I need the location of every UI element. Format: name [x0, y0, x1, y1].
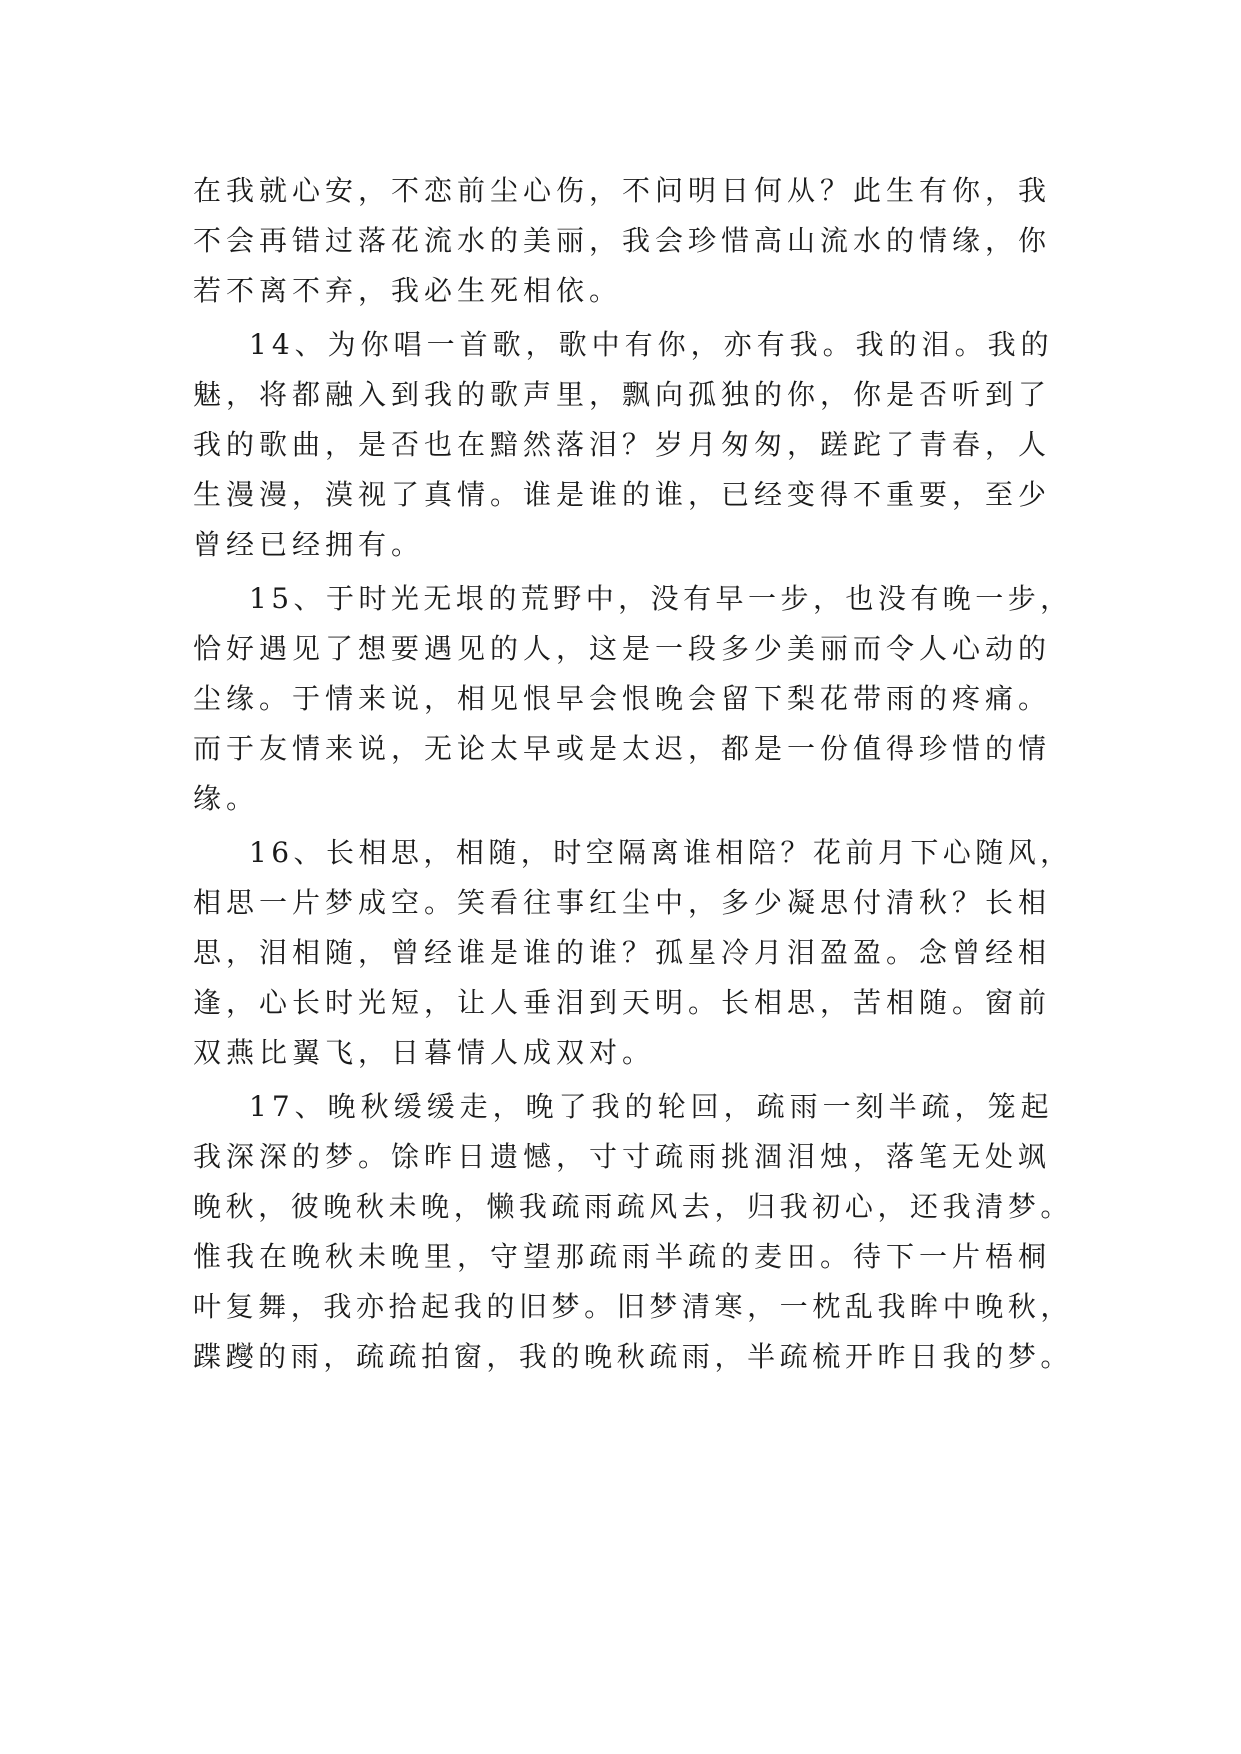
text-line: 在我就心安，不恋前尘心伤，不问明日何从？此生有你，我 — [193, 174, 1052, 207]
text-line: 思，泪相随，曾经谁是谁的谁？孤星冷月泪盈盈。念曾经相 — [193, 936, 1052, 969]
paragraph-14 — [193, 320, 1073, 570]
text-line: 14、为你唱一首歌，歌中有你，亦有我。我的泪。我的 — [249, 328, 1054, 361]
text-line: 若不离不弃，我必生死相依。 — [193, 274, 623, 307]
text-line: 魅，将都融入到我的歌声里，飘向孤独的你，你是否听到了 — [193, 378, 1052, 411]
text-line: 晚秋，彼晚秋未晚，懒我疏雨疏风去，归我初心，还我清梦。 — [193, 1190, 1074, 1223]
text-line: 蹀躞的雨，疏疏拍窗，我的晚秋疏雨，半疏梳开昨日我的梦。 — [193, 1340, 1074, 1373]
paragraph-continuation — [193, 166, 1073, 316]
text-line: 恰好遇见了想要遇见的人，这是一段多少美丽而令人心动的 — [193, 632, 1052, 665]
text-line: 逢，心长时光短，让人垂泪到天明。长相思，苦相随。窗前 — [193, 986, 1052, 1019]
text-line: 而于友情来说，无论太早或是太迟，都是一份值得珍惜的情 — [193, 732, 1052, 765]
text-line: 叶复舞，我亦拾起我的旧梦。旧梦清寒，一枕乱我眸中晚秋， — [193, 1290, 1074, 1323]
text-line: 15、于时光无垠的荒野中，没有早一步，也没有晚一步， — [249, 582, 1073, 615]
paragraph-15 — [193, 574, 1073, 824]
text-line: 双燕比翼飞，日暮情人成双对。 — [193, 1036, 656, 1069]
paragraph-17 — [193, 1082, 1073, 1382]
paragraph-16 — [193, 828, 1073, 1078]
text-line: 我深深的梦。馀昨日遗憾，寸寸疏雨挑涸泪烛，落笔无处飒 — [193, 1140, 1052, 1173]
text-line: 缘。 — [193, 782, 260, 815]
text-line: 不会再错过落花流水的美丽，我会珍惜高山流水的情缘，你 — [193, 224, 1052, 257]
text-line: 曾经已经拥有。 — [193, 528, 425, 561]
document-body — [193, 166, 1073, 1386]
text-line: 16、长相思，相随，时空隔离谁相陪？花前月下心随风， — [249, 836, 1073, 869]
text-line: 生漫漫，漠视了真情。谁是谁的谁，已经变得不重要，至少 — [193, 478, 1052, 511]
text-line: 我的歌曲，是否也在黯然落泪？岁月匆匆，蹉跎了青春，人 — [193, 428, 1052, 461]
text-line: 相思一片梦成空。笑看往事红尘中，多少凝思付清秋？长相 — [193, 886, 1052, 919]
text-line: 尘缘。于情来说，相见恨早会恨晚会留下梨花带雨的疼痛。 — [193, 682, 1052, 715]
text-line: 17、晚秋缓缓走，晚了我的轮回，疏雨一刻半疏，笼起 — [249, 1090, 1054, 1123]
text-line: 惟我在晚秋未晚里，守望那疏雨半疏的麦田。待下一片梧桐 — [193, 1240, 1052, 1273]
